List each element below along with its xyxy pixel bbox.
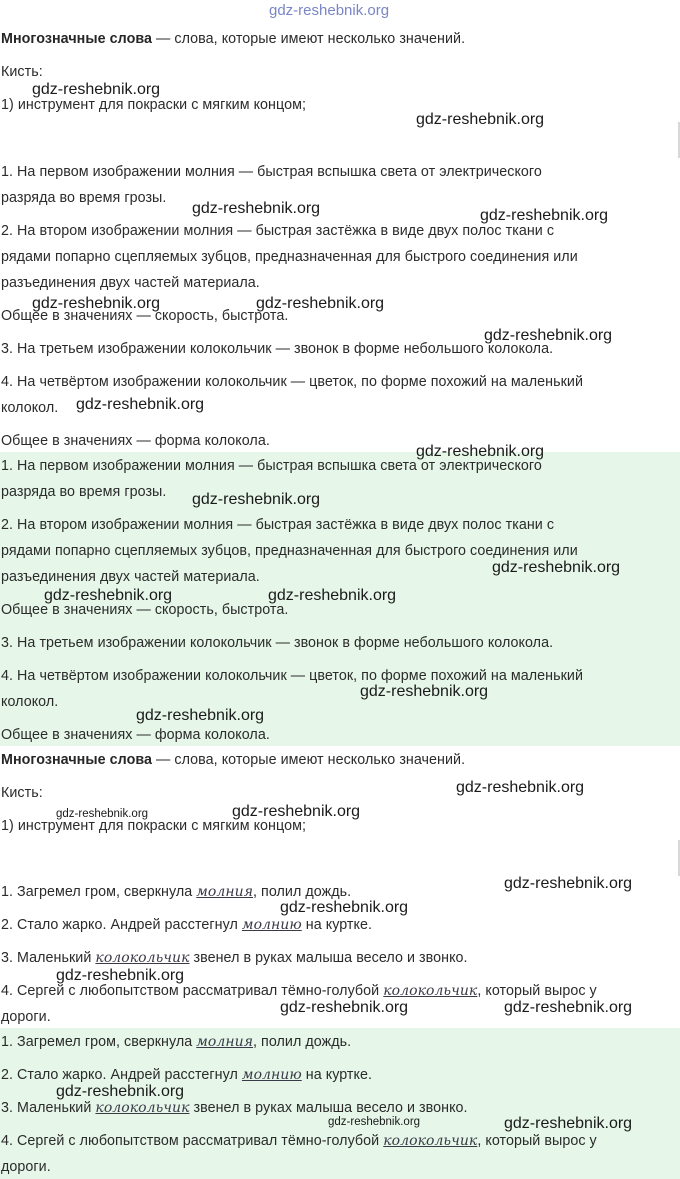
- handwritten-word: молнию: [241, 1067, 302, 1083]
- definition-term: Многозначные слова: [1, 31, 153, 47]
- answer-line: разряда во время грозы.: [1, 190, 167, 206]
- definition-term: Многозначные слова: [1, 752, 153, 768]
- watermark: gdz-reshebnik.org: [256, 295, 385, 312]
- definition-text: — слова, которые имеют несколько значений.: [152, 31, 466, 47]
- watermark: gdz-reshebnik.org: [192, 200, 321, 217]
- watermark: gdz-reshebnik.org: [192, 491, 321, 508]
- answer-line: колокол.: [1, 400, 59, 416]
- watermark: gdz-reshebnik.org: [32, 295, 161, 312]
- sentence-line: 3. Маленький колокольчик звенел в руках малыша весело и звонко.: [1, 1100, 468, 1116]
- definition-text: — слова, которые имеют несколько значений.: [152, 752, 466, 768]
- watermark: gdz-reshebnik.org: [280, 899, 409, 916]
- handwritten-word: молния: [196, 1034, 254, 1050]
- answer-line: 4. На четвёртом изображении колокольчик — цветок, по форме похожий на маленький: [1, 374, 583, 390]
- watermark-small: gdz-reshebnik.org: [56, 808, 149, 820]
- watermark: gdz-reshebnik.org: [232, 803, 361, 820]
- watermark: gdz-reshebnik.org: [492, 559, 621, 576]
- watermark: gdz-reshebnik.org: [268, 587, 397, 604]
- handwritten-word: молния: [196, 884, 254, 900]
- brush-meaning: 1) инструмент для покраски с мягким концом;: [1, 818, 306, 834]
- watermark: gdz-reshebnik.org: [480, 207, 609, 224]
- sentence-line: 2. Стало жарко. Андрей расстегнул молнию на куртке.: [1, 917, 373, 933]
- answer-line: Общее в значениях — форма колокола.: [1, 433, 270, 449]
- watermark: gdz-reshebnik.org: [32, 81, 161, 98]
- handwritten-word: колокольчик: [95, 950, 190, 966]
- watermark: gdz-reshebnik.org: [504, 999, 633, 1016]
- watermark: gdz-reshebnik.org: [456, 779, 585, 796]
- definition-line: [1, 30, 465, 48]
- sentence-line: 4. Сергей с любопытством рассматривал тёмно-голубой колокольчик, который вырос у: [1, 1133, 597, 1149]
- answer-line: 2. На втором изображении молния — быстрая застёжка в виде двух полос ткани с: [1, 223, 555, 239]
- sentence-line: дороги.: [1, 1009, 51, 1025]
- watermark: gdz-reshebnik.org: [504, 875, 633, 892]
- watermark: gdz-reshebnik.org: [416, 443, 545, 460]
- handwritten-word: колокольчик: [383, 1133, 478, 1149]
- handwritten-word: колокольчик: [95, 1100, 190, 1116]
- answer-line: колокол.: [1, 694, 59, 710]
- watermark: gdz-reshebnik.org: [76, 396, 205, 413]
- answer-line: 3. На третьем изображении колокольчик — звонок в форме небольшого колокола.: [1, 635, 554, 651]
- watermark: gdz-reshebnik.org: [56, 967, 185, 984]
- brush-title: Кисть:: [1, 64, 43, 80]
- answer-line: 1. На первом изображении молния — быстрая вспышка света от электрического: [1, 458, 542, 474]
- definition-line: [1, 751, 465, 769]
- answer-line: рядами попарно сцепляемых зубцов, предназначенная для быстрого соединения или: [1, 249, 578, 265]
- answer-line: 4. На четвёртом изображении колокольчик — цветок, по форме похожий на маленький: [1, 668, 583, 684]
- answer-line: 2. На втором изображении молния — быстрая застёжка в виде двух полос ткани с: [1, 517, 555, 533]
- brush-title: Кисть:: [1, 785, 43, 801]
- answer-line: Общее в значениях — скорость, быстрота.: [1, 308, 289, 324]
- answer-line: разъединения двух частей материала.: [1, 569, 260, 585]
- brush-meaning: 1) инструмент для покраски с мягким концом;: [1, 97, 306, 113]
- watermark: gdz-reshebnik.org: [504, 1115, 633, 1132]
- watermark: gdz-reshebnik.org: [360, 683, 489, 700]
- handwritten-word: колокольчик: [383, 983, 478, 999]
- handwritten-word: молнию: [241, 917, 302, 933]
- sentence-line: 1. Загремел гром, сверкнула молния, полил дождь.: [1, 1034, 352, 1050]
- answer-line: разряда во время грозы.: [1, 484, 167, 500]
- answer-line: разъединения двух частей материала.: [1, 275, 260, 291]
- answer-line: Общее в значениях — форма колокола.: [1, 727, 270, 743]
- sentence-line: 4. Сергей с любопытством рассматривал тёмно-голубой колокольчик, который вырос у: [1, 983, 597, 999]
- answer-line: Общее в значениях — скорость, быстрота.: [1, 602, 289, 618]
- sentence-line: 2. Стало жарко. Андрей расстегнул молнию на куртке.: [1, 1067, 373, 1083]
- watermark: gdz-reshebnik.org: [484, 327, 613, 344]
- sentence-line: 1. Загремел гром, сверкнула молния, полил дождь.: [1, 884, 352, 900]
- watermark: gdz-reshebnik.org: [280, 999, 409, 1016]
- watermark-small: gdz-reshebnik.org: [328, 1116, 421, 1128]
- answer-line: 3. На третьем изображении колокольчик — звонок в форме небольшого колокола.: [1, 341, 554, 357]
- watermark: gdz-reshebnik.org: [44, 587, 173, 604]
- answer-line: 1. На первом изображении молния — быстрая вспышка света от электрического: [1, 164, 542, 180]
- watermark: gdz-reshebnik.org: [56, 1083, 185, 1100]
- sentence-line: 3. Маленький колокольчик звенел в руках малыша весело и звонко.: [1, 950, 468, 966]
- watermark: gdz-reshebnik.org: [136, 707, 265, 724]
- sentence-line: дороги.: [1, 1159, 51, 1175]
- answer-line: рядами попарно сцепляемых зубцов, предназначенная для быстрого соединения или: [1, 543, 578, 559]
- watermark-top: gdz-reshebnik.org: [269, 2, 390, 19]
- watermark: gdz-reshebnik.org: [416, 111, 545, 128]
